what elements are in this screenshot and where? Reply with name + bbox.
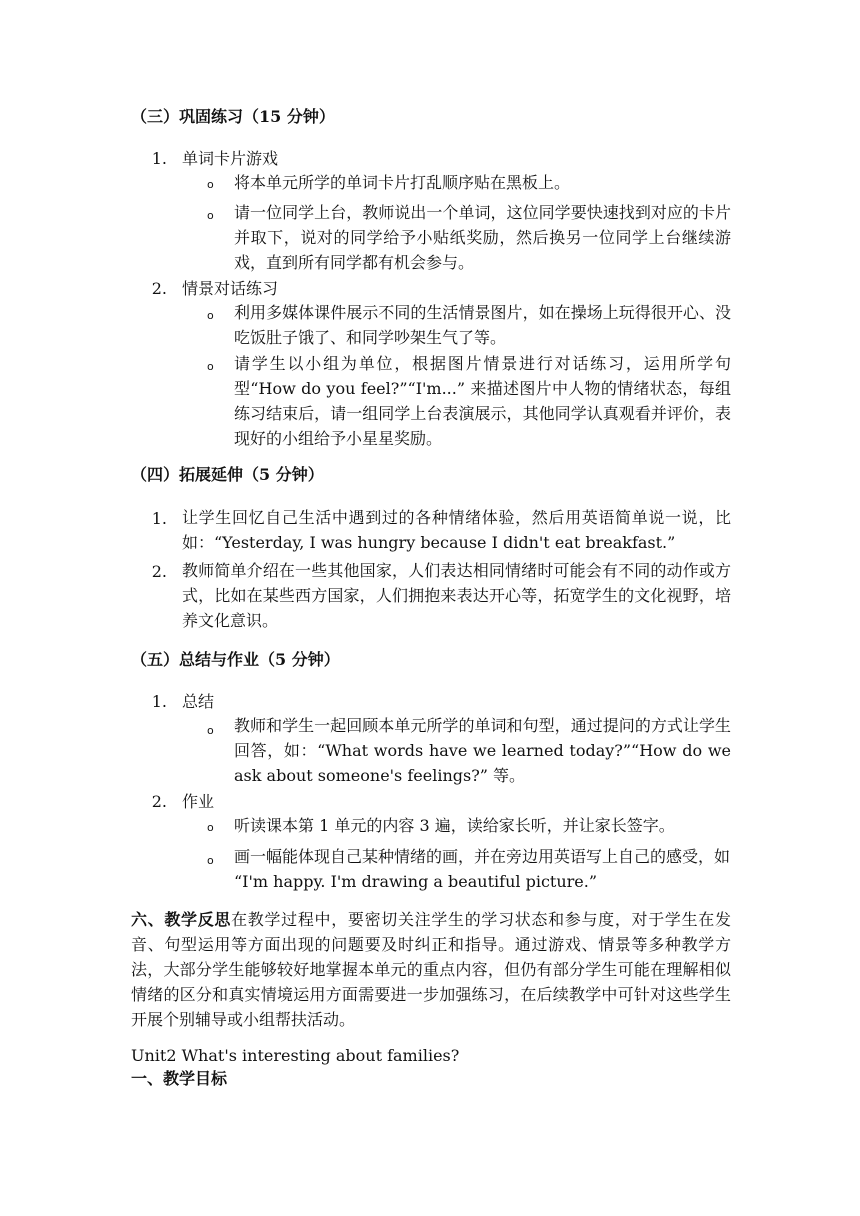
bullet-marker: o — [207, 178, 214, 191]
list-item-title: 情景对话练习 — [182, 279, 279, 298]
list-number: 2. — [151, 792, 167, 811]
list-item-text: 教师简单介绍在一些其他国家，人们表达相同情绪时可能会有不同的动作或方式，比如在某些西方国家，人们拥抱来表达开心等，拓宽学生的文化视野，培养文化意识。 — [182, 561, 731, 630]
reflection-text: 在教学过程中，要密切关注学生的学习状态和参与度，对于学生在发音、句型运用等方面出现的问题要及时纠正和指导。通过游戏、情景等多种教学方法，大部分学生能够较好地掌握本单元的重点内容，但仍有部分学生可能在理解相似情绪的区分和真实情境运用方面需要进一步加强练习，在后续教学中可针对这些学生开展个别辅导或小组帮扶活动。 — [131, 910, 731, 1029]
reflection-heading: 六、教学反思 — [131, 910, 232, 929]
section-heading-summary: （五）总结与作业（5 分钟） — [131, 650, 340, 669]
section-heading-consolidation: （三）巩固练习（15 分钟） — [131, 107, 335, 126]
list-item-title: 总结 — [182, 692, 215, 711]
list-item-title: 单词卡片游戏 — [182, 149, 279, 168]
list-number: 1. — [151, 692, 167, 711]
unit-subheading: 一、教学目标 — [131, 1069, 228, 1088]
reflection-paragraph — [131, 907, 731, 1032]
bullet-text: 利用多媒体课件展示不同的生活情景图片，如在操场上玩得很开心、没吃饭肚子饿了、和同学吵架生气了等。 — [234, 303, 731, 347]
section-heading-extension: （四）拓展延伸（5 分钟） — [131, 465, 324, 484]
bullet-marker: o — [207, 821, 214, 834]
list-number: 2. — [151, 562, 167, 581]
list-number: 1. — [151, 149, 167, 168]
list-number: 1. — [151, 509, 167, 528]
bullet-marker: o — [207, 209, 214, 222]
bullet-marker: o — [207, 854, 214, 867]
bullet-text: 听读课本第 1 单元的内容 3 遍，读给家长听，并让家长签字。 — [234, 816, 675, 835]
bullet-marker: o — [207, 360, 214, 373]
bullet-text: 将本单元所学的单词卡片打乱顺序贴在黑板上。 — [234, 173, 571, 192]
unit-title: Unit2 What's interesting about families? — [131, 1046, 460, 1065]
bullet-marker: o — [207, 724, 214, 737]
bullet-marker: o — [207, 309, 214, 322]
list-item-text: 让学生回忆自己生活中遇到过的各种情绪体验，然后用英语简单说一说，比如：“Yesterday, I was hungry because I didn't eat breakfast.” — [182, 508, 731, 552]
bullet-text: 请一位同学上台，教师说出一个单词，这位同学要快速找到对应的卡片并取下，说对的同学给予小贴纸奖励，然后换另一位同学上台继续游戏，直到所有同学都有机会参与。 — [234, 203, 731, 272]
list-number: 2. — [151, 279, 167, 298]
bullet-text: 请学生以小组为单位，根据图片情景进行对话练习，运用所学句型“How do you feel?”“I'm...” 来描述图片中人物的情绪状态，每组练习结束后，请一组同学上台表演展示，其他同学认真观看并评价，表现好的小组给予小星星奖励。 — [234, 354, 731, 448]
bullet-text: 教师和学生一起回顾本单元所学的单词和句型，通过提问的方式让学生回答，如：“What words have we learned today?”“How do we ask about someone's feelings?” 等。 — [234, 716, 731, 785]
list-item-title: 作业 — [182, 792, 215, 811]
bullet-text: 画一幅能体现自己某种情绪的画，并在旁边用英语写上自己的感受，如 “I'm happy. I'm drawing a beautiful picture.” — [234, 847, 731, 891]
